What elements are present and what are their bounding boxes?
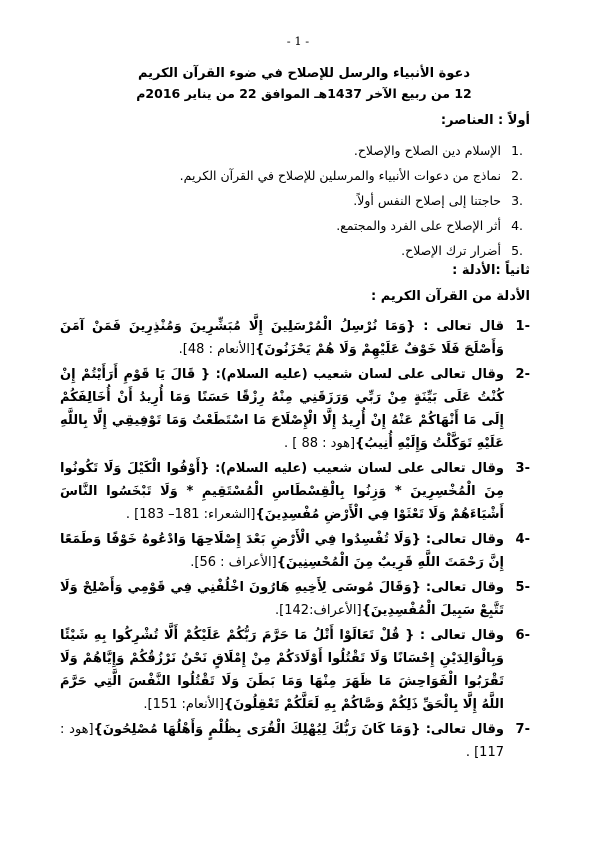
evidence-item — [60, 576, 530, 622]
evidence-number: 5- — [515, 580, 530, 595]
evidence-lead: قال تعالى : — [415, 319, 504, 334]
evidence-list — [60, 315, 530, 764]
list-item-number: 4. — [511, 218, 523, 233]
elements-section — [60, 111, 530, 263]
evidence-item — [60, 457, 530, 526]
evidence-lead: وقال تعالى: — [420, 580, 504, 595]
evidence-text — [60, 457, 504, 526]
evidence-text — [60, 718, 504, 764]
verse-reference: [الأعراف : 56]. — [190, 555, 277, 570]
evidence-lead: وقال تعالى على لسان شعيب (عليه السلام): — [210, 367, 505, 382]
evidence-item — [60, 363, 530, 455]
list-item-text: حاجتنا إلى إصلاح النفس أولاً. — [353, 193, 501, 208]
verse-reference: [الأنعام: 151]. — [143, 697, 224, 712]
document-title: دعوة الأنبياء والرسل للإصلاح في ضوء القرآن الكريم — [137, 66, 471, 81]
evidence-item — [60, 718, 530, 764]
list-item-text: الإسلام دين الصلاح والإصلاح. — [353, 143, 501, 158]
verse-reference: [الأنعام : 48]. — [178, 342, 256, 357]
list-item — [60, 188, 523, 213]
list-item-text: أثر الإصلاح على الفرد والمجتمع. — [336, 218, 501, 233]
list-item-text: أضرار ترك الإصلاح. — [401, 243, 501, 258]
evidence-item — [60, 528, 530, 574]
verse-text: {وَلَا تُفْسِدُوا فِي الْأَرْضِ بَعْدَ إِصْلَاحِهَا وَادْعُوهُ خَوْفًا وَطَمَعًا إِنَّ رَحْمَتَ اللَّهِ قَرِيبٌ مِنَ الْمُحْسِنِينَ} — [60, 532, 504, 570]
verse-reference: [هود : 88 ] . — [284, 436, 356, 451]
evidence-item — [60, 315, 530, 361]
verse-reference: [الأعراف:142]. — [275, 603, 362, 618]
list-item — [60, 163, 523, 188]
evidence-text — [60, 528, 504, 574]
evidence-section — [60, 261, 530, 766]
verse-reference: [هود : 117] . — [60, 722, 504, 760]
evidence-heading: ثانياً :الأدلة : — [452, 263, 530, 278]
evidence-item — [60, 624, 530, 716]
document-date: 12 من ربيع الآخر 1437هـ الموافق 22 من يناير 2016م — [136, 86, 472, 101]
evidence-lead: وقال تعالى: — [420, 532, 505, 547]
evidence-text — [60, 576, 504, 622]
verse-text: {وَمَا نُرْسِلُ الْمُرْسَلِينَ إِلَّا مُبَشِّرِينَ وَمُنْذِرِينَ فَمَنْ آمَنَ وَأَصْلَحَ فَلَا خَوْفٌ عَلَيْهِمْ وَلَا هُمْ يَحْزَنُونَ} — [60, 319, 504, 357]
evidence-lead: وقال تعالى: — [420, 722, 505, 737]
verse-text: {وَقَالَ مُوسَى لِأَخِيهِ هَارُونَ اخْلُفْنِي فِي قَوْمِي وَأَصْلِحْ وَلَا تَتَّبِعْ سَبِيلَ الْمُفْسِدِينَ} — [60, 580, 504, 618]
list-item — [60, 138, 523, 163]
evidence-number: 7- — [515, 722, 530, 737]
elements-list — [60, 138, 530, 263]
list-item-number: 3. — [511, 193, 523, 208]
evidence-text — [60, 624, 504, 716]
title-block — [130, 64, 478, 104]
verse-text: {أَوْفُوا الْكَيْلَ وَلَا تَكُونُوا مِنَ الْمُخْسِرِينَ * وَزِنُوا بِالْقِسْطَاسِ الْمُسْتَقِيمِ * وَلَا تَبْخَسُوا النَّاسَ أَشْيَاءَهُمْ وَلَا تَعْثَوْا فِي الْأَرْضِ مُفْسِدِينَ} — [60, 461, 504, 522]
evidence-text — [60, 363, 504, 455]
evidence-number: 6- — [515, 628, 530, 643]
evidence-number: 2- — [515, 367, 530, 382]
list-item — [60, 238, 523, 263]
evidence-number: 1- — [515, 319, 530, 334]
list-item-number: 2. — [511, 168, 523, 183]
evidence-lead: وقال تعالى على لسان شعيب (عليه السلام): — [209, 461, 504, 476]
verse-text: {وَمَا كَانَ رَبُّكَ لِيُهْلِكَ الْقُرَى بِظُلْمٍ وَأَهْلُهَا مُصْلِحُونَ} — [93, 722, 421, 737]
verse-text: { قُلْ تَعَالَوْا أَتْلُ مَا حَرَّمَ رَبُّكُمْ عَلَيْكُمْ أَلَّا تُشْرِكُوا بِهِ شَيْئًا وَبِالْوَالِدَيْنِ إِحْسَانًا وَلَا تَقْتُلُوا أَوْلَادَكُمْ مِنْ إِمْلَاقٍ نَحْنُ نَرْزُقُكُمْ وَإِيَّاهُمْ وَلَا تَقْرَبُوا الْفَوَاحِشَ مَا ظَهَرَ مِنْهَا وَمَا بَطَنَ وَلَا تَقْتُلُوا النَّفْسَ الَّتِي حَرَّمَ اللَّهُ إِلَّا بِالْحَقِّ ذَلِكُمْ وَصَّاكُمْ بِهِ لَعَلَّكُمْ تَعْقِلُونَ} — [60, 628, 504, 712]
evidence-text — [60, 315, 504, 361]
list-item-text: نماذج من دعوات الأنبياء والمرسلين للإصلاح في القرآن الكريم. — [179, 168, 501, 183]
verse-text: { قَالَ يَا قَوْمِ أَرَأَيْتُمْ إِنْ كُنْتُ عَلَى بَيِّنَةٍ مِنْ رَبِّي وَرَزَقَنِي مِنْهُ رِزْقًا حَسَنًا وَمَا أُرِيدُ أَنْ أُخَالِفَكُمْ إِلَى مَا أَنْهَاكُمْ عَنْهُ إِنْ أُرِيدُ إِلَّا الْإِصْلَاحَ مَا اسْتَطَعْتُ وَمَا تَوْفِيقِي إِلَّا بِاللَّهِ عَلَيْهِ تَوَكَّلْتُ وَإِلَيْهِ أُنِيبُ} — [60, 367, 504, 451]
elements-heading: أولاً : العناصر: — [440, 113, 530, 128]
quran-evidence-subheading: الأدلة من القرآن الكريم : — [370, 289, 530, 304]
evidence-lead: وقال تعالى : — [414, 628, 504, 643]
list-item-number: 5. — [511, 243, 523, 258]
page-number: - 1 - — [286, 34, 310, 48]
evidence-number: 4- — [515, 532, 530, 547]
evidence-number: 3- — [515, 461, 530, 476]
list-item-number: 1. — [511, 143, 523, 158]
list-item — [60, 213, 523, 238]
verse-reference: [الشعراء: 181– 183] . — [125, 507, 256, 522]
